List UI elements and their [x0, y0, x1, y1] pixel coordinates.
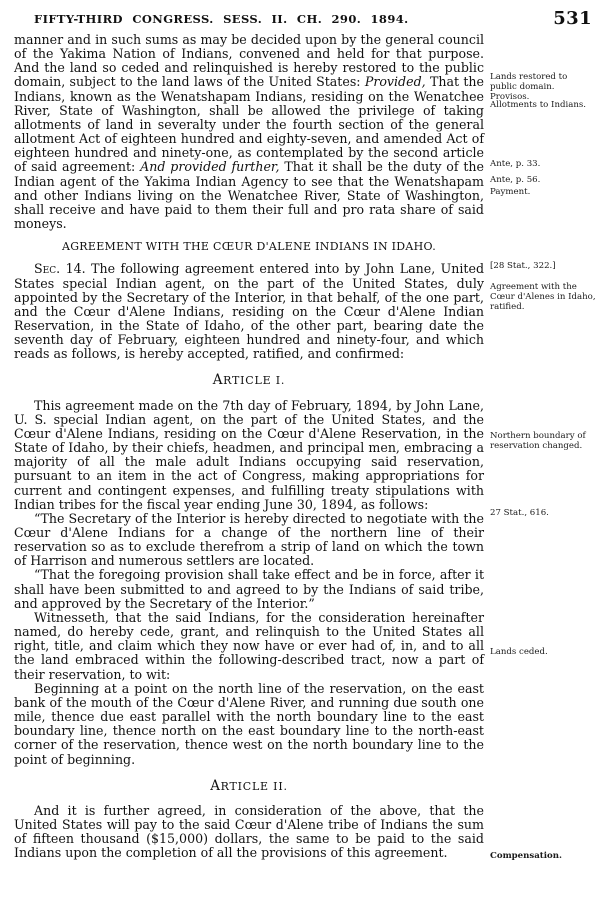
article-rest: RTICLE I. — [223, 374, 286, 388]
article1-paragraph: This agreement made on the 7th day of February, 1894, by John Lane, U. S. special Indian agent, on the part of the United States, and the Cœur d'Alene Indians, residing on the Cœur d'Alene Reservation, in the State of Idaho, by their chiefs, headmen, and principal men, embracing a majority of all the male adult Indians occupying said reservation, pursuant to an item in the act of Congress, making appropriations for current and contingent expenses, and fulfilling treaty stipulations with Indian tribes for the fiscal year ending June 30, 1894, as follows: — [14, 397, 484, 512]
proviso-italic: And provided further, — [140, 159, 280, 175]
section-heading: AGREEMENT WITH THE CŒUR D'ALENE INDIANS IN IDAHO. — [61, 240, 437, 254]
article-initial: A — [212, 372, 224, 389]
article1-paragraph: Beginning at a point on the north line of the reservation, on the east bank of the mouth of the Cœur d'Alene River, and running due south one mile, thence due east parallel with the north boundary line to the east boundary line, thence north on the east boundary line to the north-east corner of the reservation, thence west on the north boundary line to the point of beginning. — [14, 680, 484, 767]
text-run: The following agreement entered into by John Lane, United States special Indian agent, on the part of the United States, duly appointed by the Secretary of the Interior, in that behalf, of the one part, and the Cœur d'Alene Indians, residing on the Cœur d'Alene Indian Reservation, in the State of Idaho, of the other part, bearing date the seventh day of February, eighteen hundred and ninety-four, and which reads as follows, is hereby accepted, ratified, and confirmed: — [14, 261, 485, 362]
margin-note: 27 Stat., 616. — [490, 508, 549, 518]
article1-paragraph: “The Secretary of the Interior is hereby directed to negotiate with the Cœur d'Alene Indians for a change of the northern line of their reservation so as to exclude therefrom a strip of land on which the town of Harrison and numerous settlers are located. — [14, 510, 484, 569]
margin-note: Ante, p. 33. — [490, 159, 541, 169]
margin-note: Northern boundary of reservation changed. — [490, 431, 586, 451]
article-initial: A — [210, 777, 221, 794]
margin-note: Payment. — [490, 187, 531, 197]
paragraph-yakima — [14, 33, 484, 231]
text-run: manner and in such sums as may be decided upon by the general council of the Yakima Nation of Indians, convened and held for that purpose. And the land so ceded and relinquished is hereby restored to the public domain, subject to the land laws of the United States: — [14, 32, 484, 90]
running-head: FIFTY-THIRD CONGRESS. SESS. II. CH. 290. 1894. — [34, 12, 409, 26]
page-number: 531 — [553, 8, 592, 29]
article1-paragraph: “That the foregoing provision shall take effect and be in force, after it shall have been submitted to and agreed to by the Indians of said tribe, and approved by the Secretary of the Interior.” — [14, 567, 484, 611]
margin-note: Lands ceded. — [490, 647, 548, 657]
text-run: That the Indians, known as the Wenatshapam Indians, residing on the Wenatchee River, State of Washington, shall be allowed the privilege of taking allotments of land in severalty under the fourth section of the general allotment Act of eighteen hundred and eighty-seven, and amended Act of eighteen hundred and ninety-one, as contemplated by the second article of said agreement: — [14, 74, 484, 175]
margin-note: Allotments to Indians. — [490, 100, 587, 110]
margin-note: Compensation. — [490, 851, 563, 861]
main-text — [14, 33, 484, 860]
article1-paragraph: Witnesseth, that the said Indians, for the consideration hereinafter named, do hereby cede, grant, and relinquish to the United States all right, title, and claim which they now have or ever had of, in, and to all the land embraced within the following-described tract, now a part of their reservation, to wit: — [14, 609, 484, 682]
proviso-italic: Provided, — [364, 74, 426, 90]
margin-notes — [490, 0, 598, 921]
article-heading-2 — [14, 779, 484, 794]
margin-note: Ante, p. 56. — [490, 175, 541, 185]
margin-note: Agreement with the Cœur d'Alenes in Idaho, ratified. — [490, 282, 596, 312]
article2-paragraph: And it is further agreed, in consideration of the above, that the United States will pay to the said Cœur d'Alene tribe of Indians the sum of fifteen thousand ($15,000) dollars, the same to be paid to the said Indians upon the completion of all the provisions of this agreement. — [14, 802, 484, 861]
margin-note: Lands restored to public domain. — [490, 72, 568, 92]
margin-note: Provisos. — [490, 92, 530, 102]
article-heading-1 — [14, 373, 484, 388]
section-label: Sec. 14. — [34, 261, 86, 277]
text-run: That it shall be the duty of the Indian agent of the Yakima Indian Agency to see that the Wenatshapam and other Indians living on the Wenatchee River, State of Washington, shall receive and have paid to them their full and pro rata share of said moneys. — [14, 159, 484, 232]
paragraph-sec14 — [14, 262, 484, 361]
article-rest: RTICLE II. — [220, 779, 288, 793]
margin-note: [28 Stat., 322.] — [490, 261, 556, 271]
